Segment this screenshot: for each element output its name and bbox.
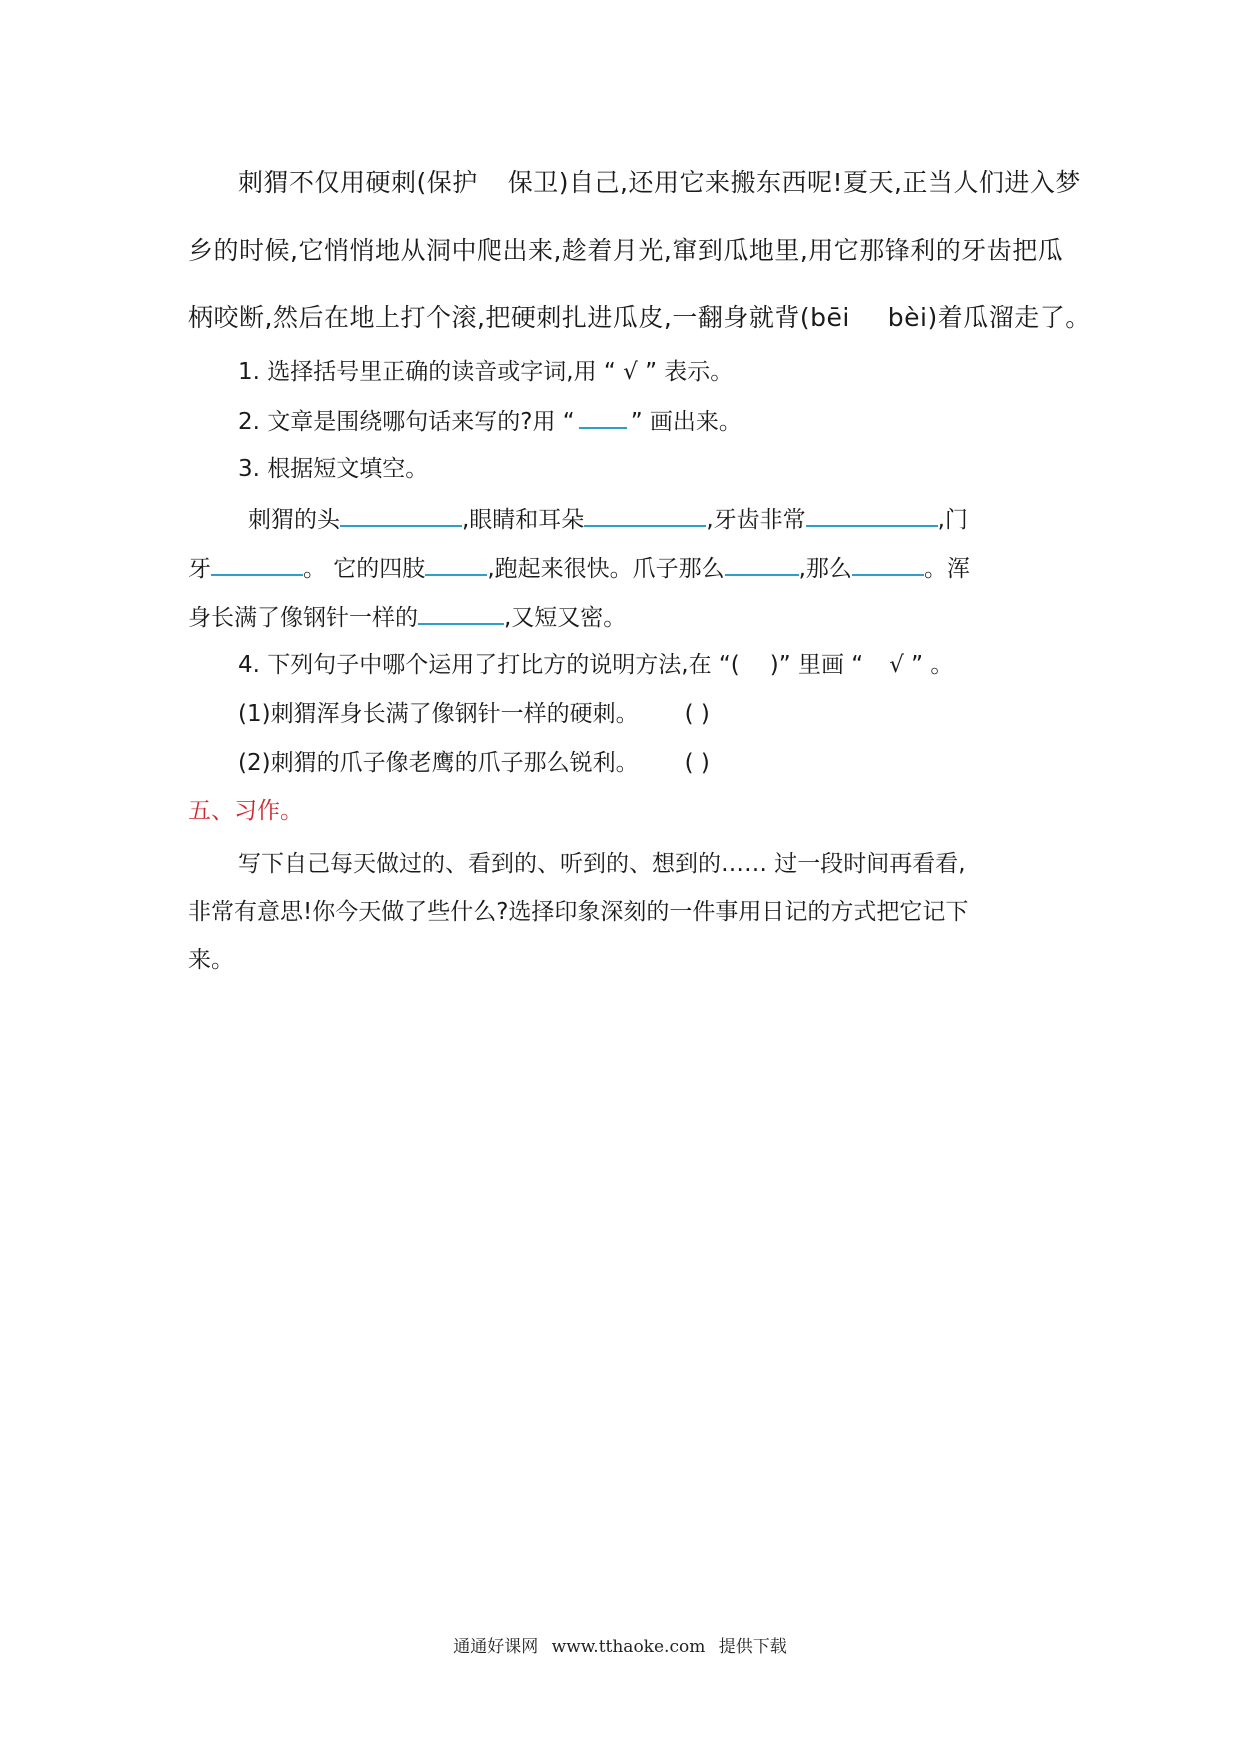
section-heading: 五、习作。 — [188, 798, 303, 824]
fill-text: 牙 — [188, 556, 211, 582]
question-4 — [238, 650, 953, 680]
answer-blank[interactable] — [340, 503, 462, 527]
answer-blank[interactable] — [579, 405, 627, 429]
fill-text: 。浑 — [923, 556, 970, 582]
footer-url[interactable]: www.tthaoke.com — [551, 1637, 706, 1657]
answer-blank[interactable] — [584, 503, 706, 527]
passage-line-1 — [238, 168, 1081, 198]
fill-text: 。 它的四肢 — [303, 556, 426, 582]
passage-text: 保卫)自己,还用它来搬东西呢!夏天,正当人们进入梦 — [507, 168, 1081, 197]
fill-line-1 — [248, 503, 968, 535]
fill-text: 刺猬的头 — [248, 507, 340, 533]
passage-text: bèi)着瓜溜走了。 — [887, 303, 1091, 332]
writing-prompt-line-1: 写下自己每天做过的、看到的、听到的、想到的…… 过一段时间再看看, — [238, 851, 966, 877]
answer-blank[interactable] — [425, 552, 487, 576]
question-text: ” 画出来。 — [630, 409, 742, 435]
option-1 — [238, 699, 710, 729]
fill-text: 身长满了像钢针一样的 — [188, 605, 418, 631]
answer-parentheses[interactable]: ( ) — [684, 750, 710, 776]
fill-text: ,眼睛和耳朵 — [462, 507, 585, 533]
answer-blank[interactable] — [418, 601, 504, 625]
question-text: )” 里画 “ — [769, 652, 864, 678]
fill-text: ,那么 — [798, 556, 852, 582]
passage-text: 刺猬不仅用硬刺(保护 — [238, 168, 478, 197]
question-text: √ ” 。 — [889, 652, 954, 678]
question-2 — [238, 405, 742, 437]
footer-note: 提供下载 — [718, 1637, 787, 1657]
option-2 — [238, 748, 710, 778]
fill-text: ,又短又密。 — [504, 605, 627, 631]
fill-line-2 — [188, 552, 970, 584]
question-text: 2. 文章是围绕哪句话来写的?用 “ — [238, 409, 575, 435]
answer-blank[interactable] — [725, 552, 799, 576]
question-1: 1. 选择括号里正确的读音或字词,用 “ √ ” 表示。 — [238, 359, 734, 385]
option-text: (2)刺猬的爪子像老鹰的爪子那么锐利。 — [238, 750, 639, 776]
answer-blank[interactable] — [211, 552, 303, 576]
writing-prompt-line-3: 来。 — [188, 947, 234, 973]
writing-prompt-line-2: 非常有意思!你今天做了些什么?选择印象深刻的一件事用日记的方式把它记下 — [188, 899, 969, 925]
page-footer — [0, 1632, 1240, 1657]
passage-line-2: 乡的时候,它悄悄地从洞中爬出来,趁着月光,窜到瓜地里,用它那锋利的牙齿把瓜 — [188, 236, 1064, 265]
answer-blank[interactable] — [806, 503, 938, 527]
fill-line-3 — [188, 601, 626, 633]
fill-text: ,门 — [937, 507, 968, 533]
footer-site-name: 通通好课网 — [453, 1637, 539, 1657]
answer-blank[interactable] — [852, 552, 924, 576]
question-3: 3. 根据短文填空。 — [238, 456, 429, 482]
answer-parentheses[interactable]: ( ) — [684, 701, 710, 727]
question-text: 4. 下列句子中哪个运用了打比方的说明方法,在 “( — [238, 652, 740, 678]
fill-text: ,跑起来很快。爪子那么 — [487, 556, 725, 582]
passage-line-3 — [188, 303, 1091, 333]
fill-text: ,牙齿非常 — [706, 507, 806, 533]
passage-text: 柄咬断,然后在地上打个滚,把硬刺扎进瓜皮,一翻身就背(bēi — [188, 303, 850, 332]
option-text: (1)刺猬浑身长满了像钢针一样的硬刺。 — [238, 701, 639, 727]
